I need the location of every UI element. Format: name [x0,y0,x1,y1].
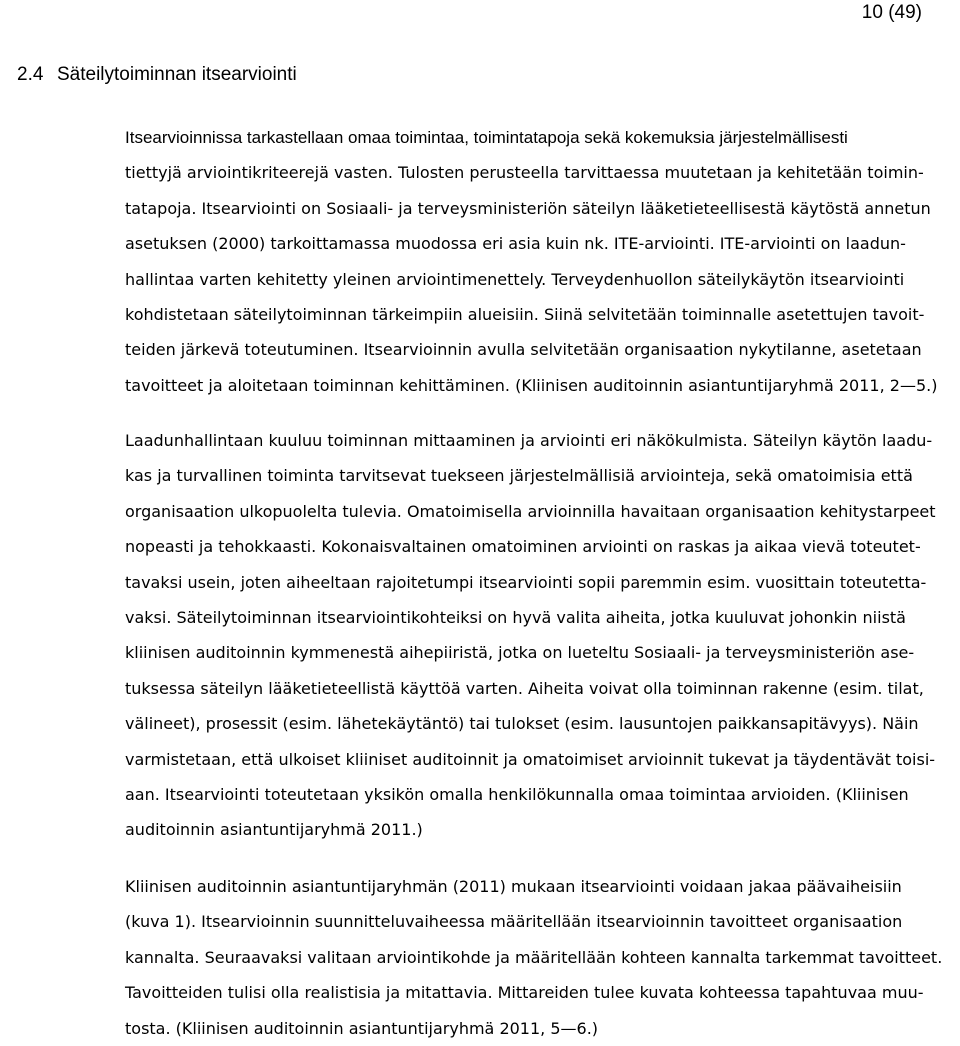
text-line: asetuksen (2000) tarkoittamassa muodossa eri asia kuin nk. ITE-arviointi. ITE-arviointi on laadun- [125,234,906,254]
text-line: tiettyjä arviointikriteerejä vasten. Tulosten perusteella tarvittaessa muutetaan ja kehitetään toimin- [125,163,924,183]
paragraph-1 [125,120,955,403]
text-line: varmistetaan, että ulkoiset kliiniset auditoinnit ja omatoimiset arvioinnit tukevat ja täydentävät toisi- [125,749,936,769]
text-line: kliinisen auditoinnin kymmenestä aihepiiristä, jotka on lueteltu Sosiaali- ja terveysministeriön ase- [125,643,915,663]
text-line: tosta. (Kliinisen auditoinnin asiantuntijaryhmä 2011, 5—6.) [125,1018,599,1038]
section-title: Säteilytoiminnan itsearviointi [57,64,297,85]
text-line: tavaksi usein, joten aiheeltaan rajoitetumpi itsearviointi sopii paremmin esim. vuosittain toteutetta- [125,572,927,592]
text-line: tavoitteet ja aloitetaan toiminnan kehittäminen. (Kliinisen auditoinnin asiantuntijaryhmä 2011, 2—5.) [125,375,938,395]
text-line: tatapoja. Itsearviointi on Sosiaali- ja terveysministeriön säteilyn lääketieteellisestä käytöstä annetun [125,198,931,218]
text-line: auditoinnin asiantuntijaryhmä 2011.) [125,820,423,840]
text-line: kohdistetaan säteilytoiminnan tärkeimpiin alueisiin. Siinä selvitetään toiminnalle asetettujen tavoit- [125,305,925,325]
text-line: tuksessa säteilyn lääketieteellistä käyttöä varten. Aiheita voivat olla toiminnan rakenne (esim. tilat, [125,678,924,698]
section-number: 2.4 [17,64,44,85]
page-number: 10 (49) [861,2,922,23]
text-line: Kliinisen auditoinnin asiantuntijaryhmän (2011) mukaan itsearviointi voidaan jakaa päävaiheisiin [125,877,902,896]
text-line: välineet), prosessit (esim. lähetekäytäntö) tai tulokset (esim. lausuntojen paikkansapitävyys). Näin [125,714,919,734]
text-line: nopeasti ja tehokkaasti. Kokonaisvaltainen omatoiminen arviointi on raskas ja aikaa vievä toteutet- [125,537,921,557]
paragraph-2 [125,423,955,848]
text-line: (kuva 1). Itsearvioinnin suunnitteluvaiheessa määritellään itsearvioinnin tavoitteet organisaation [125,912,903,932]
text-line: kas ja turvallinen toiminta tarvitsevat tuekseen järjestelmällisiä arviointeja, sekä omatoimisia että [125,466,913,486]
text-line: Itsearvioinnissa tarkastellaan omaa toimintaa, toimintatapoja sekä kokemuksia järjestelmällisesti [125,128,848,147]
text-line: teiden järkevä toteutuminen. Itsearvioinnin avulla selvitetään organisaation nykytilanne, asetetaan [125,340,922,360]
text-line: Tavoitteiden tulisi olla realistisia ja mitattavia. Mittareiden tulee kuvata kohteessa tapahtuvaa muu- [125,983,924,1003]
text-line: Laadunhallintaan kuuluu toiminnan mittaaminen ja arviointi eri näkökulmista. Säteilyn käytön laadu- [125,431,933,450]
text-line: hallintaa varten kehitetty yleinen arviointimenettely. Terveydenhuollon säteilykäytön itsearviointi [125,269,905,289]
text-line: organisaation ulkopuolelta tulevia. Omatoimisella arvioinnilla havaitaan organisaation kehitystarpeet [125,501,936,521]
paragraph-3 [125,869,955,1046]
section-heading [17,64,297,86]
text-line: aan. Itsearviointi toteutetaan yksikön omalla henkilökunnalla omaa toimintaa arvioiden. (Kliinisen [125,785,909,805]
text-line: kannalta. Seuraavaksi valitaan arviointikohde ja määritellään kohteen kannalta tarkemmat tavoitteet. [125,947,943,967]
text-line: vaksi. Säteilytoiminnan itsearviointikohteiksi on hyvä valita aiheita, jotka kuuluvat johonkin niistä [125,608,906,628]
